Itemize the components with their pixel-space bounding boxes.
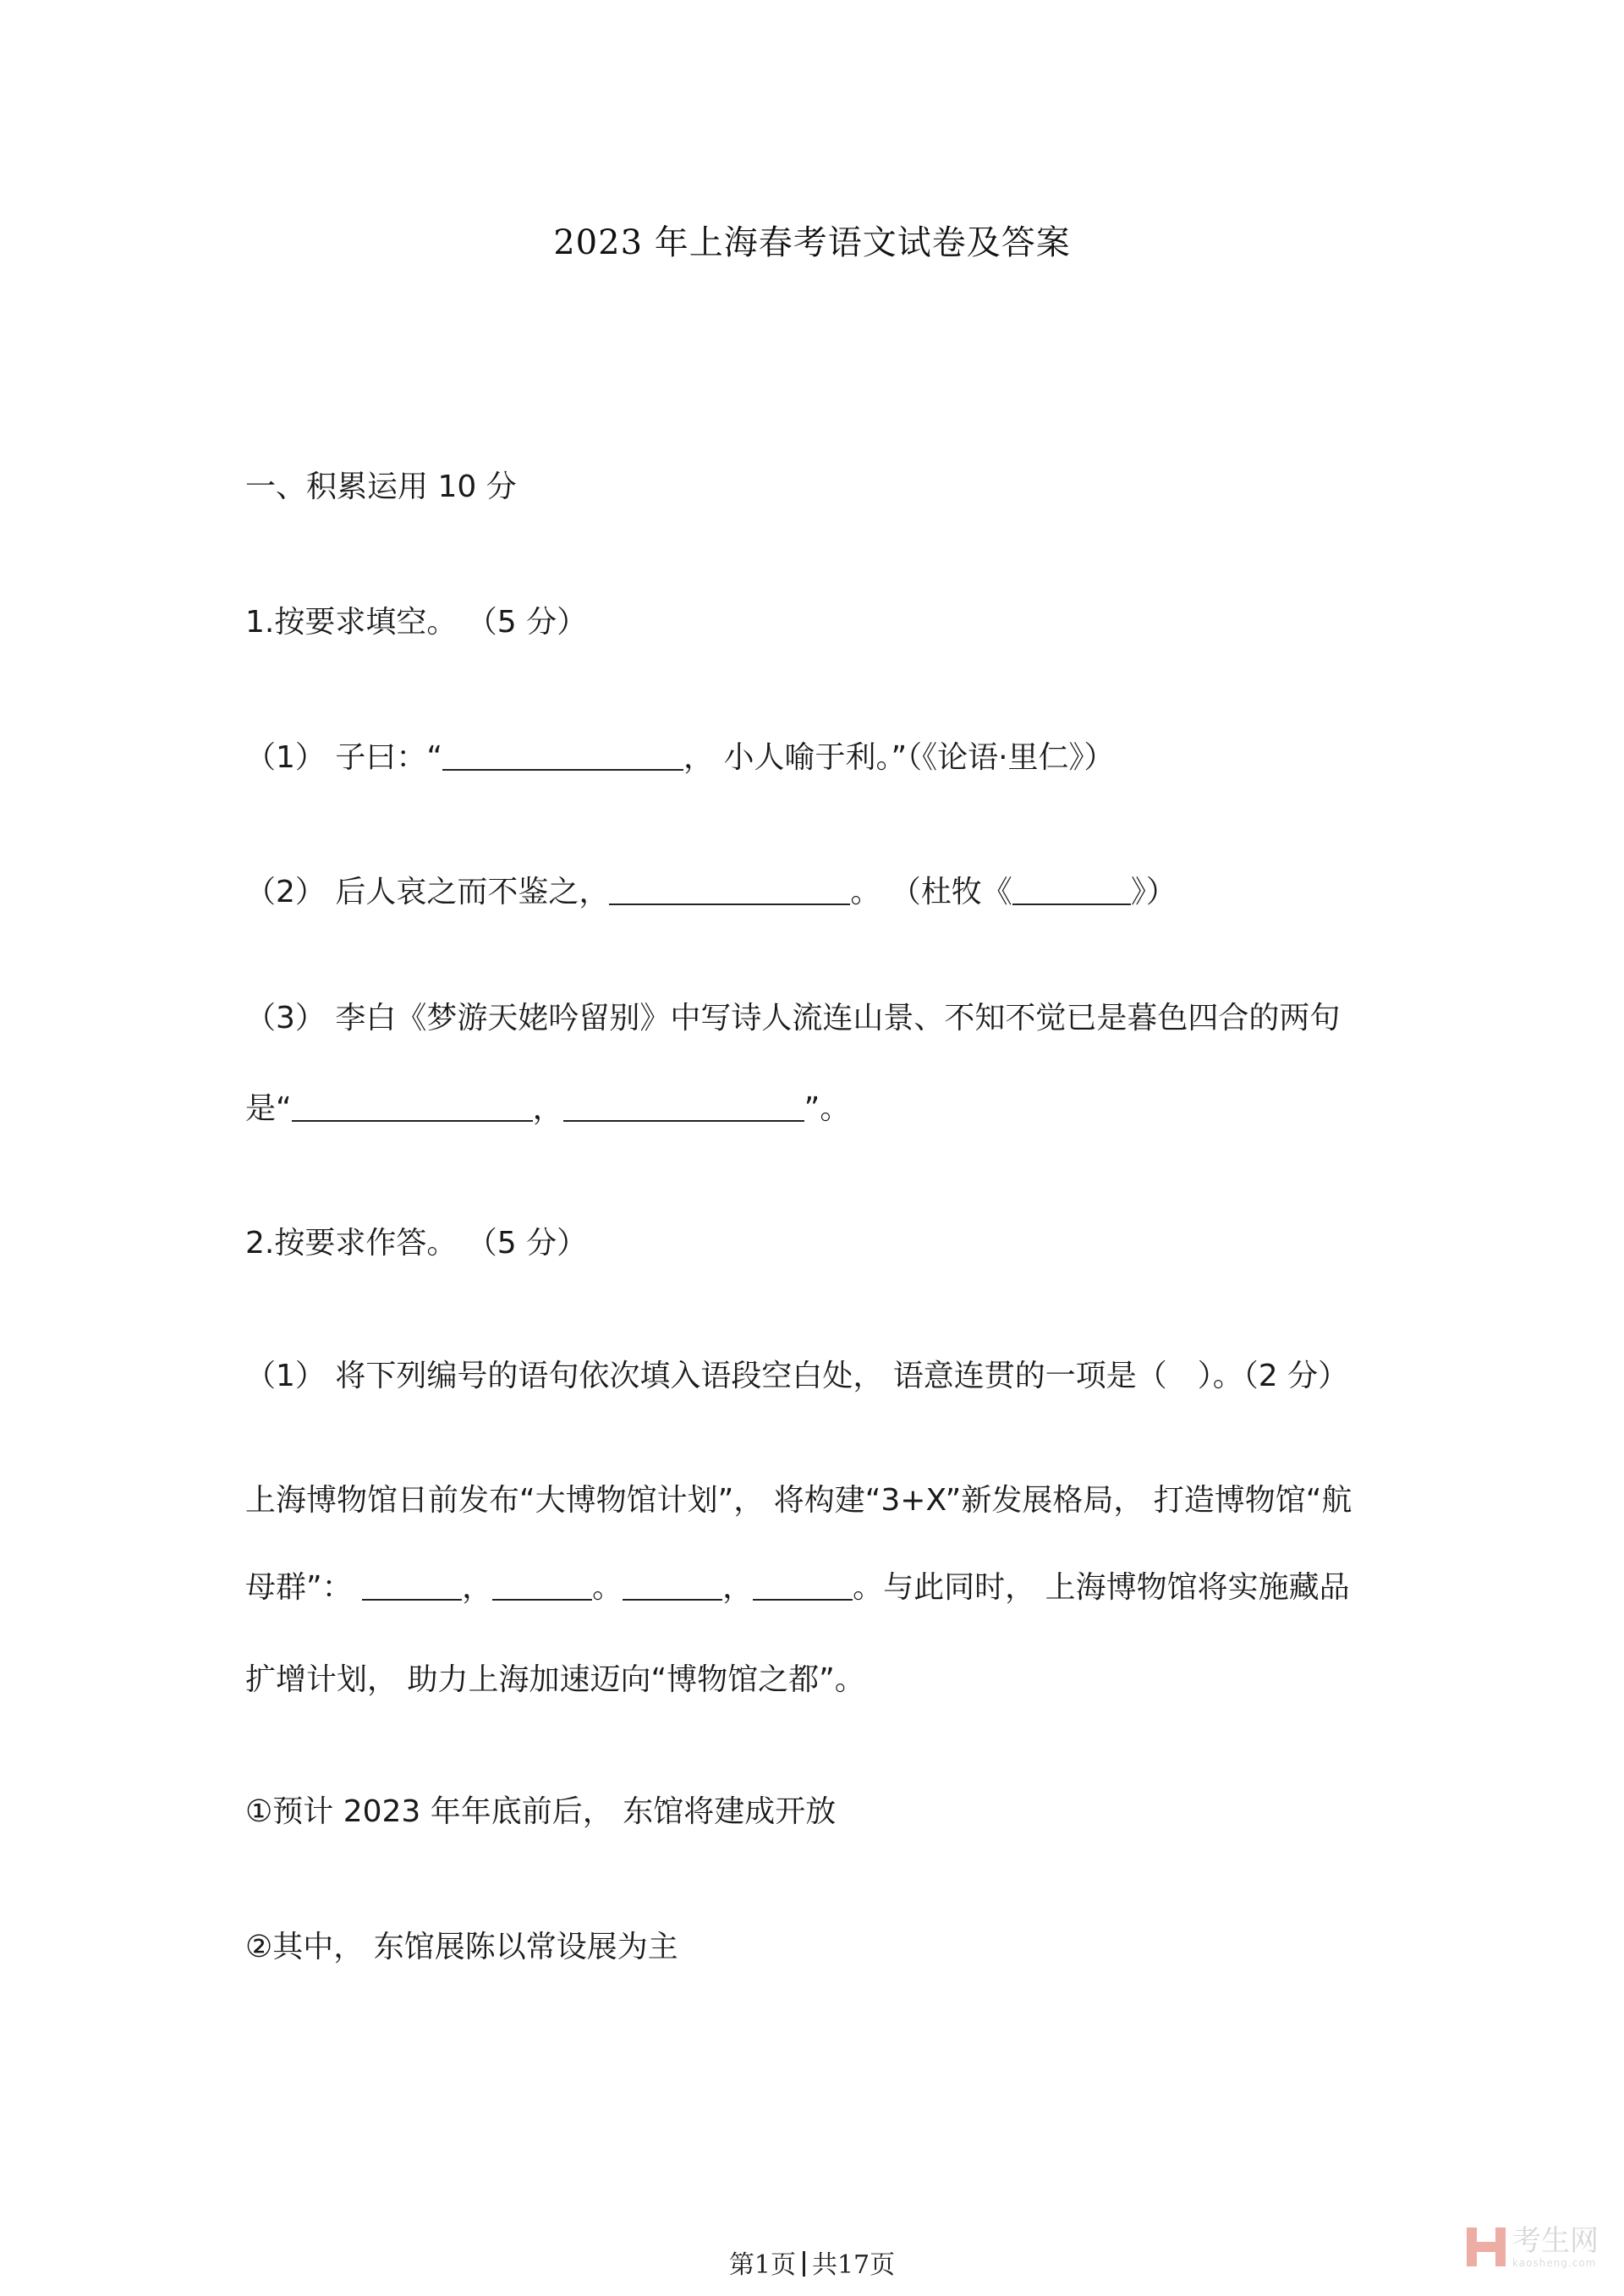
watermark-logo-icon bbox=[1467, 2227, 1506, 2266]
option-2: ②其中， 东馆展陈以常设展为主 bbox=[245, 1930, 678, 1964]
answer-blank bbox=[623, 1568, 722, 1601]
footer-divider bbox=[803, 2251, 805, 2277]
answer-blank bbox=[362, 1568, 462, 1601]
page-title: 2023 年上海春考语文试卷及答案 bbox=[553, 223, 1071, 262]
passage-line-2-suffix: 。与此同时， 上海博物馆将实施藏品 bbox=[853, 1570, 1350, 1605]
item-1-prefix: （1） 子曰：“ bbox=[245, 740, 442, 775]
question-1-item-3-line-1: （3） 李白《梦游天姥吟留别》中写诗人流连山景、不知不觉已是暮色四合的两句 bbox=[245, 1001, 1341, 1035]
item-1-suffix: ， 小人喻于利。”（《论语·里仁》） bbox=[683, 740, 1115, 775]
option-1: ①预计 2023 年年底前后， 东馆将建成开放 bbox=[245, 1794, 837, 1829]
passage-line-2 bbox=[245, 1568, 1350, 1608]
passage-line-3: 扩增计划， 助力上海加速迈向“博物馆之都”。 bbox=[245, 1662, 865, 1697]
question-2-heading: 2.按要求作答。 （5 分） bbox=[245, 1226, 588, 1261]
item-2-suffix: 》） bbox=[1130, 875, 1177, 909]
question-1-item-3-line-2 bbox=[245, 1089, 850, 1129]
passage-punct: ， bbox=[462, 1570, 493, 1605]
section-heading: 一、积累运用 10 分 bbox=[245, 470, 517, 504]
watermark-url: kaosheng.com bbox=[1512, 2257, 1597, 2269]
total-pages: 共17页 bbox=[811, 2250, 896, 2280]
page-footer bbox=[0, 2244, 1624, 2281]
answer-blank bbox=[492, 1568, 592, 1601]
watermark-text: 考生网 bbox=[1512, 2224, 1599, 2258]
answer-blank bbox=[609, 873, 850, 905]
item-3-suffix: ”。 bbox=[804, 1091, 851, 1126]
question-1-item-1 bbox=[245, 738, 1115, 778]
answer-blank bbox=[442, 739, 683, 771]
answer-blank bbox=[1012, 873, 1131, 905]
question-1-item-2 bbox=[245, 872, 1177, 913]
item-2-prefix: （2） 后人哀之而不鉴之， bbox=[245, 875, 610, 909]
question-2-item-1: （1） 将下列编号的语句依次填入语段空白处， 语意连贯的一项是（ ）。（2 分） bbox=[245, 1359, 1349, 1393]
passage-punct: ， bbox=[722, 1570, 754, 1605]
question-1-heading: 1.按要求填空。 （5 分） bbox=[245, 605, 588, 640]
passage-punct: 。 bbox=[592, 1570, 623, 1605]
answer-blank bbox=[753, 1568, 853, 1601]
item-3-mid: ， bbox=[532, 1091, 563, 1126]
item-2-mid: 。 （杜牧《 bbox=[850, 875, 1012, 909]
watermark bbox=[1467, 2225, 1599, 2269]
page-number: 第1页 bbox=[728, 2250, 796, 2280]
answer-blank bbox=[292, 1090, 533, 1122]
passage-line-2-prefix: 母群”： bbox=[245, 1570, 353, 1605]
passage-line-1: 上海博物馆日前发布“大博物馆计划”， 将构建“3+X”新发展格局， 打造博物馆“航 bbox=[245, 1483, 1352, 1518]
item-3-prefix: 是“ bbox=[245, 1091, 292, 1126]
answer-blank bbox=[563, 1090, 804, 1122]
